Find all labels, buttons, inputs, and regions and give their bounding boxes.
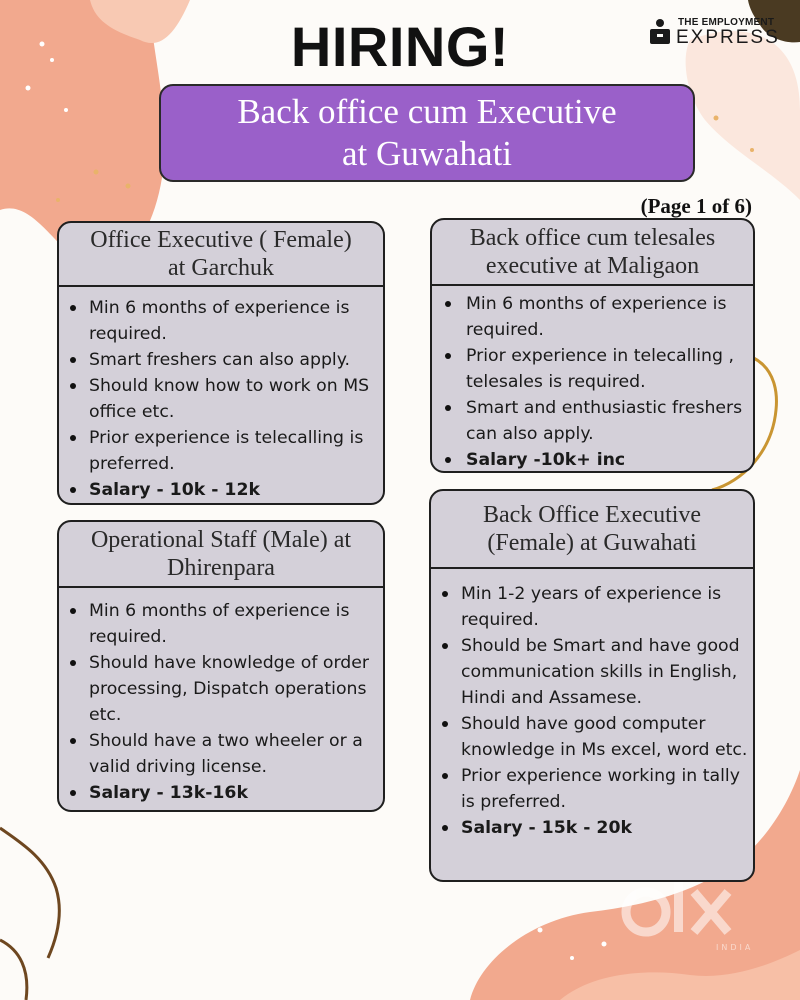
job-requirements-list (59, 588, 383, 806)
requirement-item: Min 6 months of experience is required. (432, 291, 753, 343)
dot (570, 956, 574, 960)
requirement-item: Should be Smart and have good communication skills in English, Hindi and Assamese. (431, 633, 753, 711)
brand-line-1: THE EMPLOYMENT (678, 17, 775, 28)
job-card-office-executive (57, 221, 385, 505)
job-requirements-list (431, 569, 753, 841)
salary-item: Salary - 13k-16k (59, 780, 383, 806)
left-curl (0, 828, 59, 958)
requirement-item: Should have knowledge of order processing, Dispatch operations etc. (59, 650, 383, 728)
requirement-item: Min 1-2 years of experience is required. (431, 581, 753, 633)
salary-item: Salary -10k+ inc (432, 447, 753, 473)
dot (750, 148, 754, 152)
page-indicator: (Page 1 of 6) (640, 194, 752, 218)
job-requirements-list (59, 287, 383, 503)
dot (26, 86, 31, 91)
job-card-operational-staff (57, 520, 385, 812)
job-card-header (431, 491, 753, 569)
requirement-item: Prior experience in telecalling , telesales is required. (432, 343, 753, 395)
dot (538, 928, 543, 933)
requirement-item: Min 6 months of experience is required. (59, 295, 383, 347)
job-title: Office Executive ( Female) at Garchuk (90, 227, 352, 281)
dot (126, 184, 131, 189)
requirement-item: Smart freshers can also apply. (59, 347, 383, 373)
job-title: Operational Staff (Male) at Dhirenpara (90, 527, 352, 581)
job-card-back-office-executive (429, 489, 755, 882)
requirement-item: Should have good computer knowledge in Ms excel, word etc. (431, 711, 753, 763)
dot (64, 108, 68, 112)
salary-item: Salary - 10k - 12k (59, 477, 383, 503)
job-requirements-list (432, 286, 753, 473)
job-title: Back Office Executive (Female) at Guwahati (482, 502, 702, 556)
requirement-item: Smart and enthusiastic freshers can also apply. (432, 395, 753, 447)
hiring-headline: HIRING! (290, 15, 510, 78)
job-title: Back office cum telesales executive at Maligaon (469, 225, 716, 279)
job-card-header (59, 522, 383, 588)
dot (714, 116, 719, 121)
requirement-item: Should have a two wheeler or a valid driving license. (59, 728, 383, 780)
job-card-telesales-executive (430, 218, 755, 473)
dot (94, 170, 99, 175)
requirement-item: Should know how to work on MS office etc. (59, 373, 383, 425)
requirement-item: Min 6 months of experience is required. (59, 598, 383, 650)
dot (56, 198, 60, 202)
job-card-header (59, 223, 383, 287)
salary-item: Salary - 15k - 20k (431, 815, 753, 841)
dot (602, 942, 607, 947)
svg-text:INDIA: INDIA (716, 943, 754, 952)
brand-line-2: EXPRESS (676, 27, 780, 48)
requirement-item: Prior experience is telecalling is preferred. (59, 425, 383, 477)
role-banner (159, 84, 695, 182)
left-curl-2 (0, 940, 27, 1000)
job-card-header (432, 220, 753, 286)
requirement-item: Prior experience working in tally is preferred. (431, 763, 753, 815)
banner-title: Back office cum Executive at Guwahati (237, 92, 617, 173)
